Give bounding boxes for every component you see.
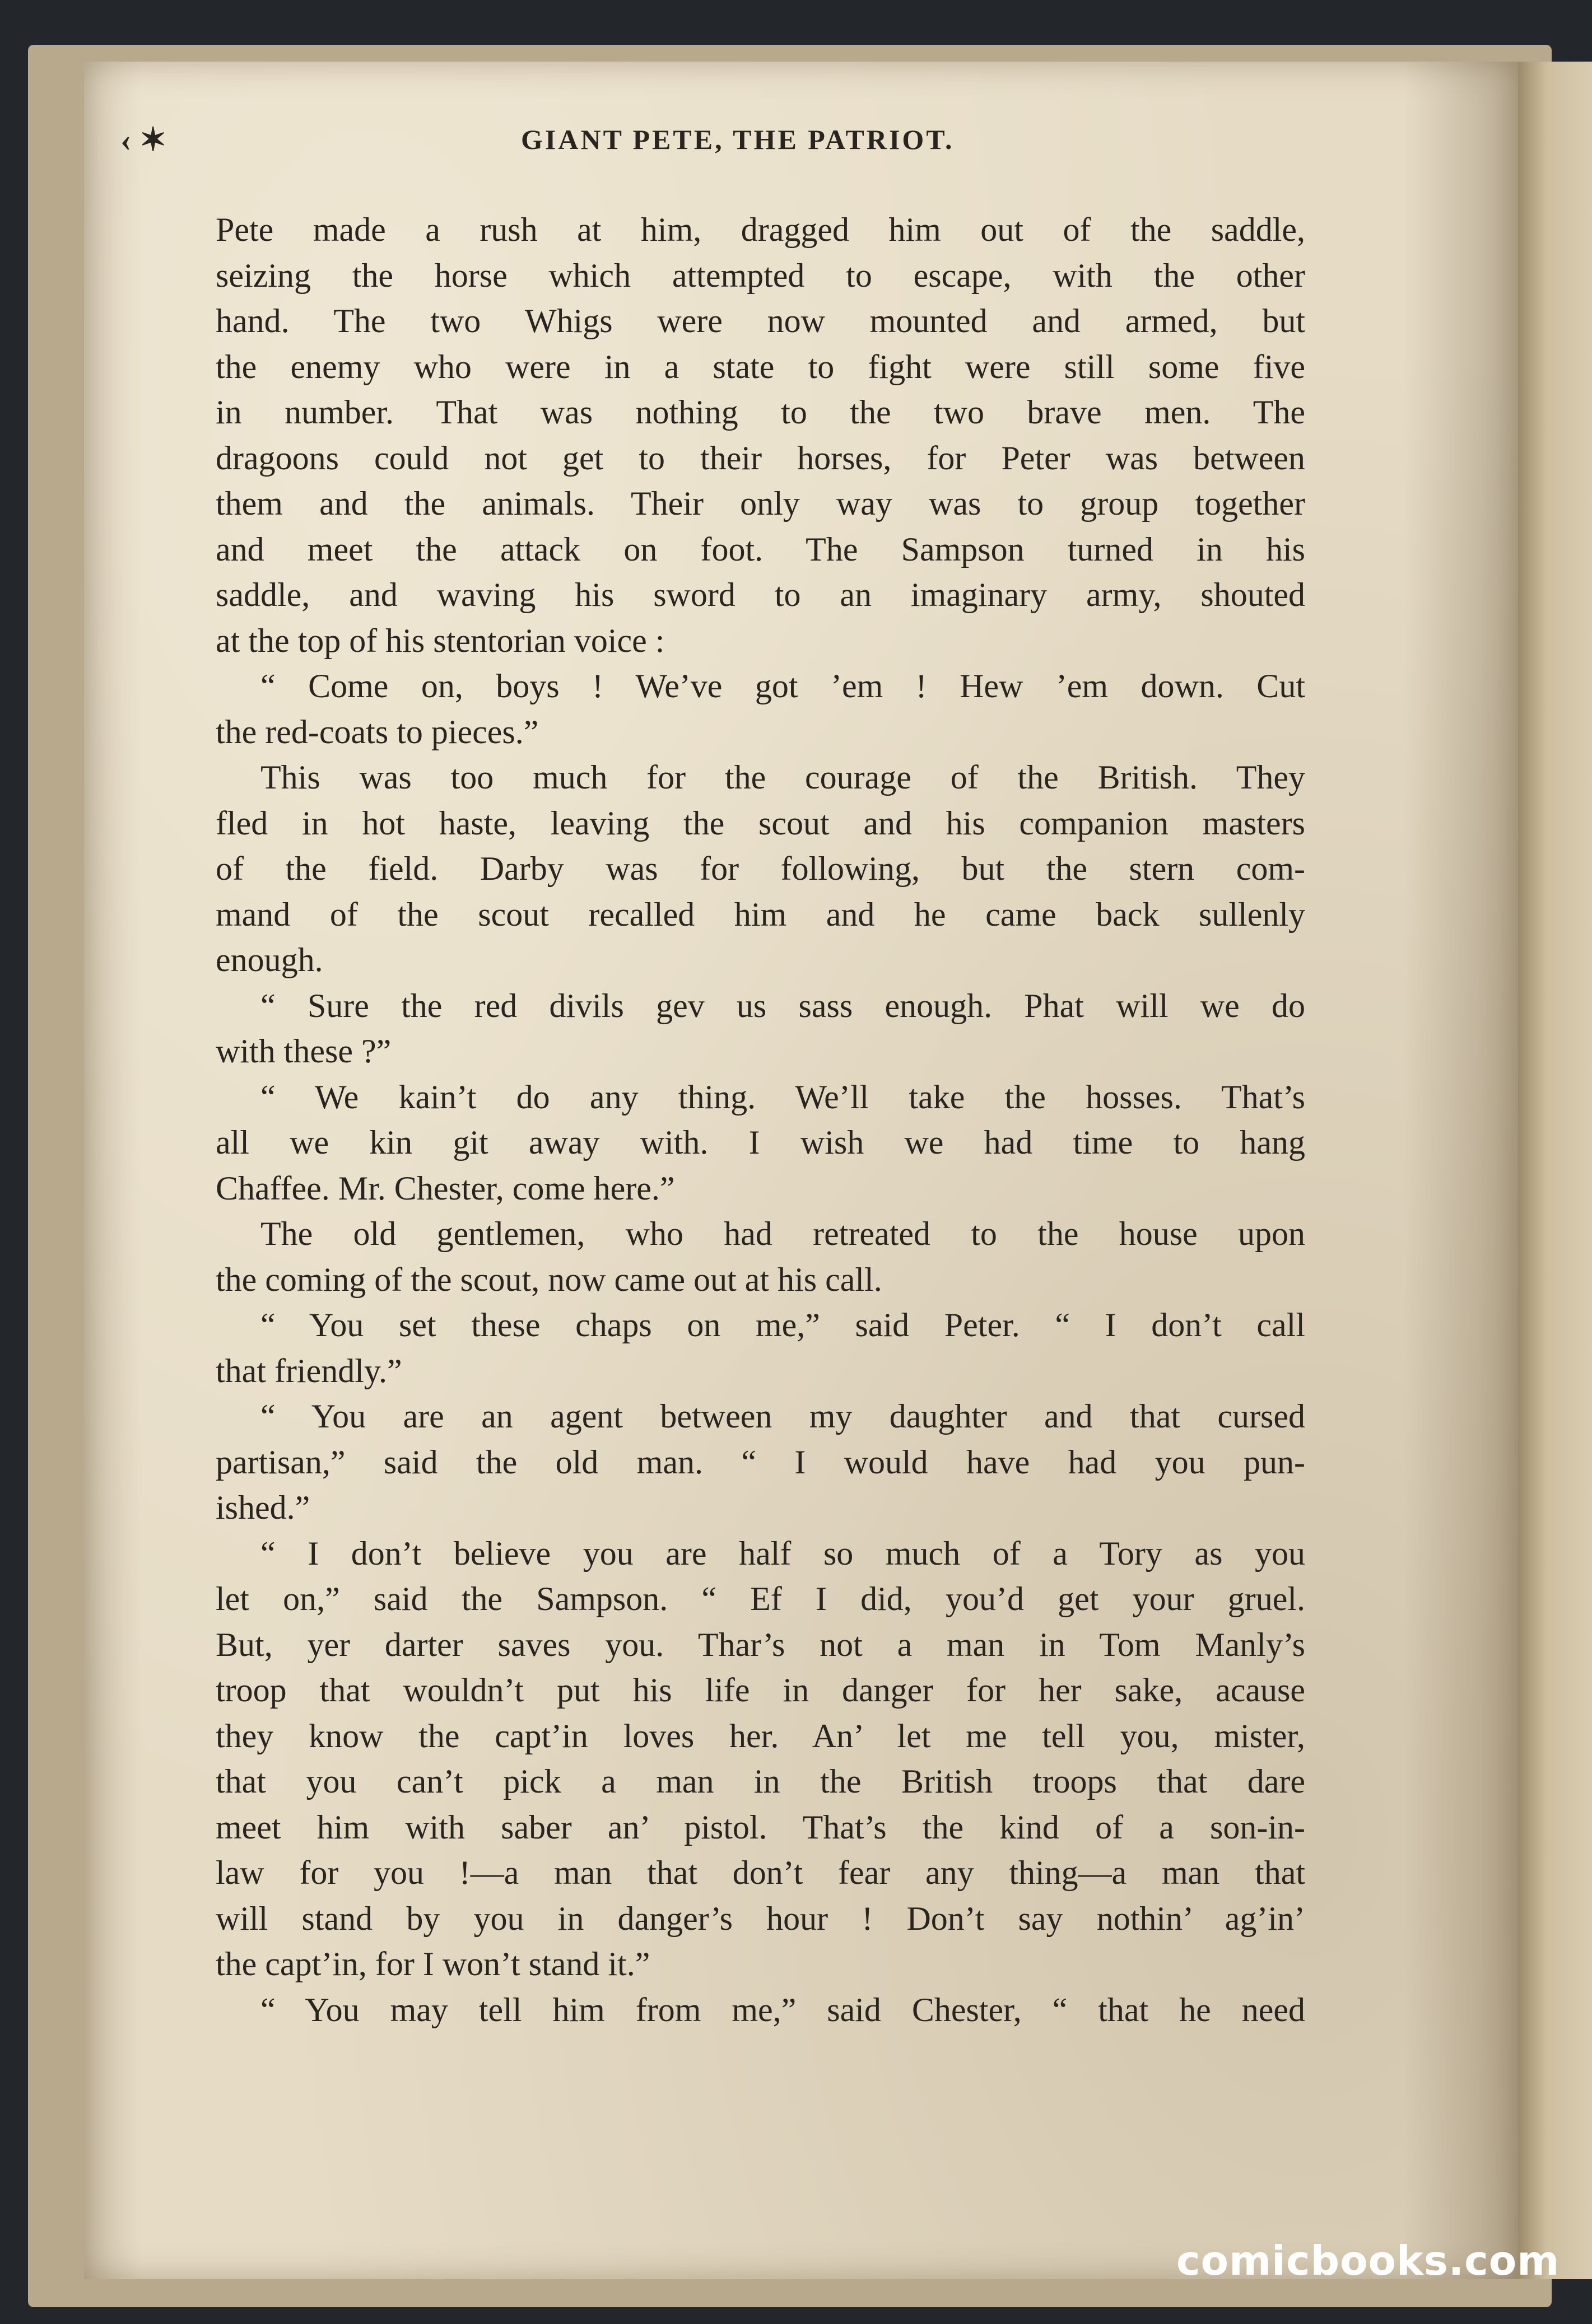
text-line: “ We kain’t do any thing. We’ll take the hosses. That’s (260, 1078, 1305, 1116)
text-line: meet him with saber an’ pistol. That’s the kind of a son-in- (216, 1808, 1305, 1846)
text-line: that friendly.” (216, 1352, 402, 1389)
text-line: will stand by you in danger’s hour ! Don’t say nothin’ ag’in’ (216, 1900, 1305, 1937)
text-line: “ You may tell him from me,” said Chester, “ that he need (260, 1991, 1305, 2028)
text-line: law for you !—a man that don’t fear any thing—a man that (216, 1854, 1305, 1891)
page-number: ‹ ✶ (120, 122, 167, 158)
text-line: This was too much for the courage of the British. They (260, 759, 1305, 796)
text-line: But, yer darter saves you. Thar’s not a man in Tom Manly’s (216, 1626, 1305, 1663)
text-line: ished.” (216, 1489, 310, 1526)
text-line: dragoons could not get to their horses, for Peter was between (216, 439, 1305, 477)
text-line: The old gentlemen, who had retreated to the house upon (260, 1215, 1305, 1252)
text-line: saddle, and waving his sword to an imaginary army, shouted (216, 576, 1305, 613)
text-line: “ You are an agent between my daughter and that cursed (260, 1398, 1305, 1435)
text-line: mand of the scout recalled him and he came back sullenly (216, 895, 1305, 933)
text-line: hand. The two Whigs were now mounted and armed, but (216, 302, 1305, 339)
text-line: with these ?” (216, 1033, 392, 1070)
running-head: GIANT PETE, THE PATRIOT. (521, 124, 955, 155)
text-line: Chaffee. Mr. Chester, come here.” (216, 1169, 675, 1207)
text-line: of the field. Darby was for following, but the stern com- (216, 850, 1305, 887)
text-line: partisan,” said the old man. “ I would have had you pun- (216, 1443, 1305, 1481)
text-line: Pete made a rush at him, dragged him out of the saddle, (216, 211, 1305, 248)
text-line: the capt’in, for I won’t stand it.” (216, 1945, 650, 1982)
watermark: comicbooks.com (1176, 2237, 1560, 2284)
text-line: that you can’t pick a man in the British troops that dare (216, 1763, 1305, 1800)
text-line: they know the capt’in loves her. An’ let me tell you, mister, (216, 1717, 1305, 1754)
text-line: all we kin git away with. I wish we had time to hang (216, 1124, 1305, 1161)
text-line: and meet the attack on foot. The Sampson turned in his (216, 530, 1305, 568)
text-line: the coming of the scout, now came out at his call. (216, 1261, 882, 1298)
text-line: “ Sure the red divils gev us sass enough. Phat will we do (260, 987, 1305, 1024)
text-line: fled in hot haste, leaving the scout and his companion masters (216, 804, 1305, 842)
text-line: them and the animals. Their only way was to group together (216, 485, 1305, 522)
text-line: the red-coats to pieces.” (216, 713, 539, 750)
text-line: the enemy who were in a state to fight were still some five (216, 348, 1305, 385)
text-line: “ I don’t believe you are half so much of a Tory as you (260, 1534, 1305, 1572)
text-line: seizing the horse which attempted to escape, with the other (216, 256, 1305, 294)
text-line: let on,” said the Sampson. “ Ef I did, you’d get your gruel. (216, 1580, 1305, 1617)
text-line: troop that wouldn’t put his life in danger for her sake, acause (216, 1672, 1305, 1709)
facing-page-edge (1518, 62, 1592, 2279)
text-line: enough. (216, 941, 323, 978)
text-line: “ You set these chaps on me,” said Peter. “ I don’t call (260, 1306, 1305, 1343)
text-line: “ Come on, boys ! We’ve got ’em ! Hew ’em down. Cut (260, 668, 1305, 704)
body-text (216, 207, 1305, 2033)
text-line: in number. That was nothing to the two brave men. The (216, 394, 1305, 431)
text-line: at the top of his stentorian voice : (216, 622, 665, 659)
